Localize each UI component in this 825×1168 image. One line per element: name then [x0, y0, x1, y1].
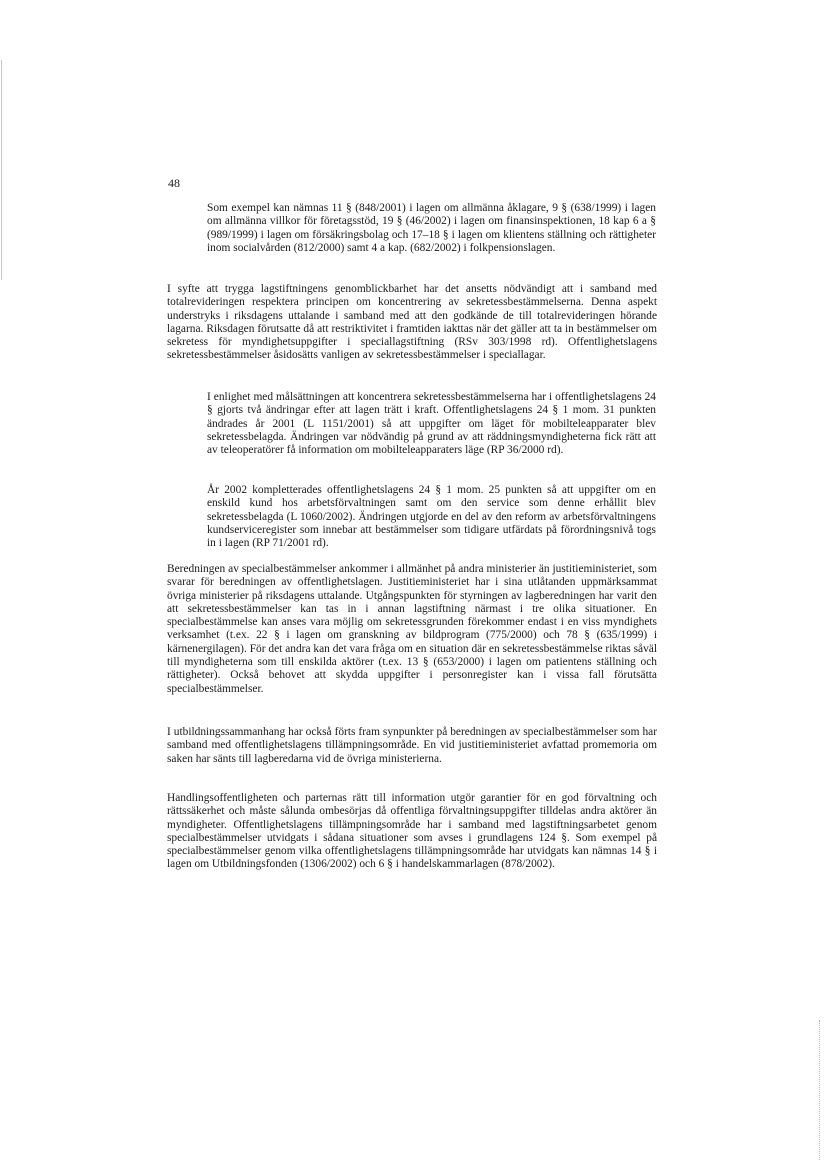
page-number: 48 — [168, 176, 180, 190]
paragraph-training: I utbildningssammanhang har också förts fram synpunkter på beredningen av specialbestämmelser som har samband med offentlighetslagens tillämpningsområde. En vid justitieministeriet avfattad promemoria om saken har sänts till lagberedarna vid de övriga ministerierna. — [167, 726, 657, 765]
scan-edge-mark — [1, 60, 2, 280]
scan-edge-mark — [819, 1020, 821, 1160]
paragraph-public-access: Handlingsoffentligheten och parternas rätt till information utgör garantier för en god förvaltning och rättssäkerhet och måste sålunda ombesörjas då offentliga förvaltningsuppgifter tilldelas andra aktörer än myndigheter. Offentlighetslagens tillämpningsområde har i samband med lagstiftningsarbetet genom specialbestämmelser utvidgats i sådana situationer som avses i grundlagens 124 §. Som exempel på specialbestämmelser genom vilka offentlighetslagens tillämpningsområde har utvidgats kan nämnas 14 § i lagen om Utbildningsfonden (1306/2002) och 6 § i handelskammarlagen (878/2002). — [167, 792, 657, 871]
paragraph-drafting: Beredningen av specialbestämmelser ankommer i allmänhet på andra ministerier än justitieministeriet, som svarar för beredningen av offentlighetslagen. Justitieministeriet har i sina utlåtanden uppmärksammat övriga ministerier på riksdagens uttalande. Utgångspunkten för styrningen av lagberedningen har varit den att sekretessbestämmelser kan tas in i annan lagstiftning närmast i tre olika situationer. En specialbestämmelse kan anses vara möjlig om sekretessgrunden förekommer endast i en viss myndighets verksamhet (t.ex. 22 § i lagen om granskning av bildprogram (775/2000) och 78 § (635/1999) i kärnenergilagen). För det andra kan det vara fråga om en situation där en sekretessbestämmelse riktas såväl till myndigheterna som till enskilda aktörer (t.ex. 13 § (653/2000) i lagen om patientens ställning och rättigheter). Också behovet att skydda uppgifter i personregister kan i vissa fall förutsätta specialbestämmelser. — [167, 563, 657, 695]
paragraph-amendment-2002: År 2002 kompletterades offentlighetslagens 24 § 1 mom. 25 punkten så att uppgifter om en enskild kund hos arbetsförvaltningen samt om den service som denne erhållit blev sekretessbelagda (L 1060/2002). Ändringen utgjorde en del av den reform av arbetsförvaltningens kundserviceregister som innebar att bestämmelser som tidigare utfärdats på förordningsnivå togs in i lagen (RP 71/2001 rd). — [207, 484, 656, 550]
paragraph-examples: Som exempel kan nämnas 11 § (848/2001) i lagen om allmänna åklagare, 9 § (638/1999) i lagen om allmänna villkor för företagsstöd, 19 § (46/2002) i lagen om finansinspektionen, 18 kap 6 a § (989/1999) i lagen om försäkringsbolag och 17–18 § i lagen om klientens ställning och rättigheter inom socialvården (812/2000) samt 4 a kap. (682/2002) i folkpensionslagen. — [207, 202, 656, 254]
paragraph-amendment-2001: I enlighet med målsättningen att koncentrera sekretessbestämmelserna har i offentlighetslagens 24 § gjorts två ändringar efter att lagen trätt i kraft. Offentlighetslagens 24 § 1 mom. 31 punkten ändrades år 2001 (L 1151/2001) så att uppgifter om läget för mobilteleapparater blev sekretessbelagda. Ändringen var nödvändig på grund av att räddningsmyndigheterna fick rätt att av teleoperatörer få information om mobilteleapparaters läge (RP 36/2000 rd). — [207, 391, 656, 457]
paragraph-purpose: I syfte att trygga lagstiftningens genomblickbarhet har det ansetts nödvändigt att i samband med totalrevideringen respektera principen om koncentrering av sekretessbestämmelserna. Denna aspekt understryks i riksdagens uttalande i samband med att den godkände de till totalrevideringen hörande lagarna. Riksdagen förutsatte då att restriktivitet i framtiden iakttas när det gäller att ta in bestämmelser om sekretess för myndighetsuppgifter i speciallagstiftning (RSv 303/1998 rd). Offentlighetslagens sekretessbestämmelser åsidosätts vanligen av sekretessbestämmelser i speciallagar. — [167, 283, 657, 362]
